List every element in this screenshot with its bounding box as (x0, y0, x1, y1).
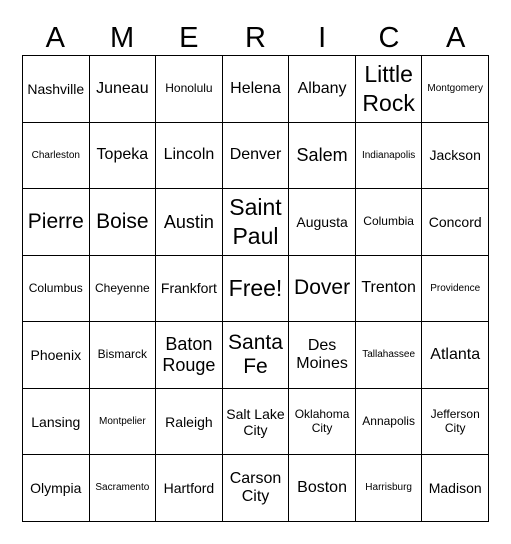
bingo-cell: Dover (289, 256, 356, 323)
bingo-cell: Frankfort (156, 256, 223, 323)
bingo-header (22, 20, 489, 56)
bingo-cell: Pierre (23, 189, 90, 256)
bingo-cell: Bismarck (90, 322, 157, 389)
bingo-cell: Montgomery (422, 56, 489, 123)
header-letter: E (179, 21, 199, 54)
bingo-cell: Des Moines (289, 322, 356, 389)
bingo-cell: Tallahassee (356, 322, 423, 389)
bingo-cell: Nashville (23, 56, 90, 123)
bingo-cell: Oklahoma City (289, 389, 356, 456)
bingo-cell: Salem (289, 123, 356, 190)
bingo-cell: Carson City (223, 455, 290, 522)
bingo-cell: Jefferson City (422, 389, 489, 456)
bingo-cell: Saint Paul (223, 189, 290, 256)
bingo-cell: Boston (289, 455, 356, 522)
bingo-cell: Denver (223, 123, 290, 190)
bingo-cell: Trenton (356, 256, 423, 323)
bingo-cell: Concord (422, 189, 489, 256)
header-letter: R (245, 21, 266, 54)
bingo-cell: Albany (289, 56, 356, 123)
bingo-cell: Jackson (422, 123, 489, 190)
bingo-cell: Madison (422, 455, 489, 522)
bingo-cell: Helena (223, 56, 290, 123)
bingo-cell: Topeka (90, 123, 157, 190)
bingo-cell: Hartford (156, 455, 223, 522)
bingo-cell: Phoenix (23, 322, 90, 389)
bingo-cell: Lansing (23, 389, 90, 456)
bingo-cell: Augusta (289, 189, 356, 256)
bingo-cell: Cheyenne (90, 256, 157, 323)
bingo-cell: Juneau (90, 56, 157, 123)
bingo-cell: Salt Lake City (223, 389, 290, 456)
bingo-cell: Columbus (23, 256, 90, 323)
bingo-cell: Honolulu (156, 56, 223, 123)
bingo-cell: Santa Fe (223, 322, 290, 389)
header-letter: I (318, 21, 327, 54)
bingo-cell: Baton Rouge (156, 322, 223, 389)
bingo-cell: Little Rock (356, 56, 423, 123)
bingo-cell: Charleston (23, 123, 90, 190)
bingo-cell: Olympia (23, 455, 90, 522)
bingo-cell: Montpelier (90, 389, 157, 456)
bingo-cell: Boise (90, 189, 157, 256)
bingo-cell: Annapolis (356, 389, 423, 456)
header-letter: C (378, 21, 400, 54)
header-letter: A (45, 21, 66, 54)
bingo-cell: Austin (156, 189, 223, 256)
bingo-cell: Lincoln (156, 123, 223, 190)
bingo-cell: Harrisburg (356, 455, 423, 522)
bingo-cell: Indianapolis (356, 123, 423, 190)
bingo-cell: Raleigh (156, 389, 223, 456)
header-letter: A (445, 21, 466, 54)
bingo-cell: Atlanta (422, 322, 489, 389)
header-letter: M (109, 21, 135, 54)
bingo-card-grid (22, 55, 489, 522)
bingo-cell: Columbia (356, 189, 423, 256)
bingo-cell: Providence (422, 256, 489, 323)
bingo-cell-free: Free! (223, 256, 290, 323)
bingo-cell: Sacramento (90, 455, 157, 522)
